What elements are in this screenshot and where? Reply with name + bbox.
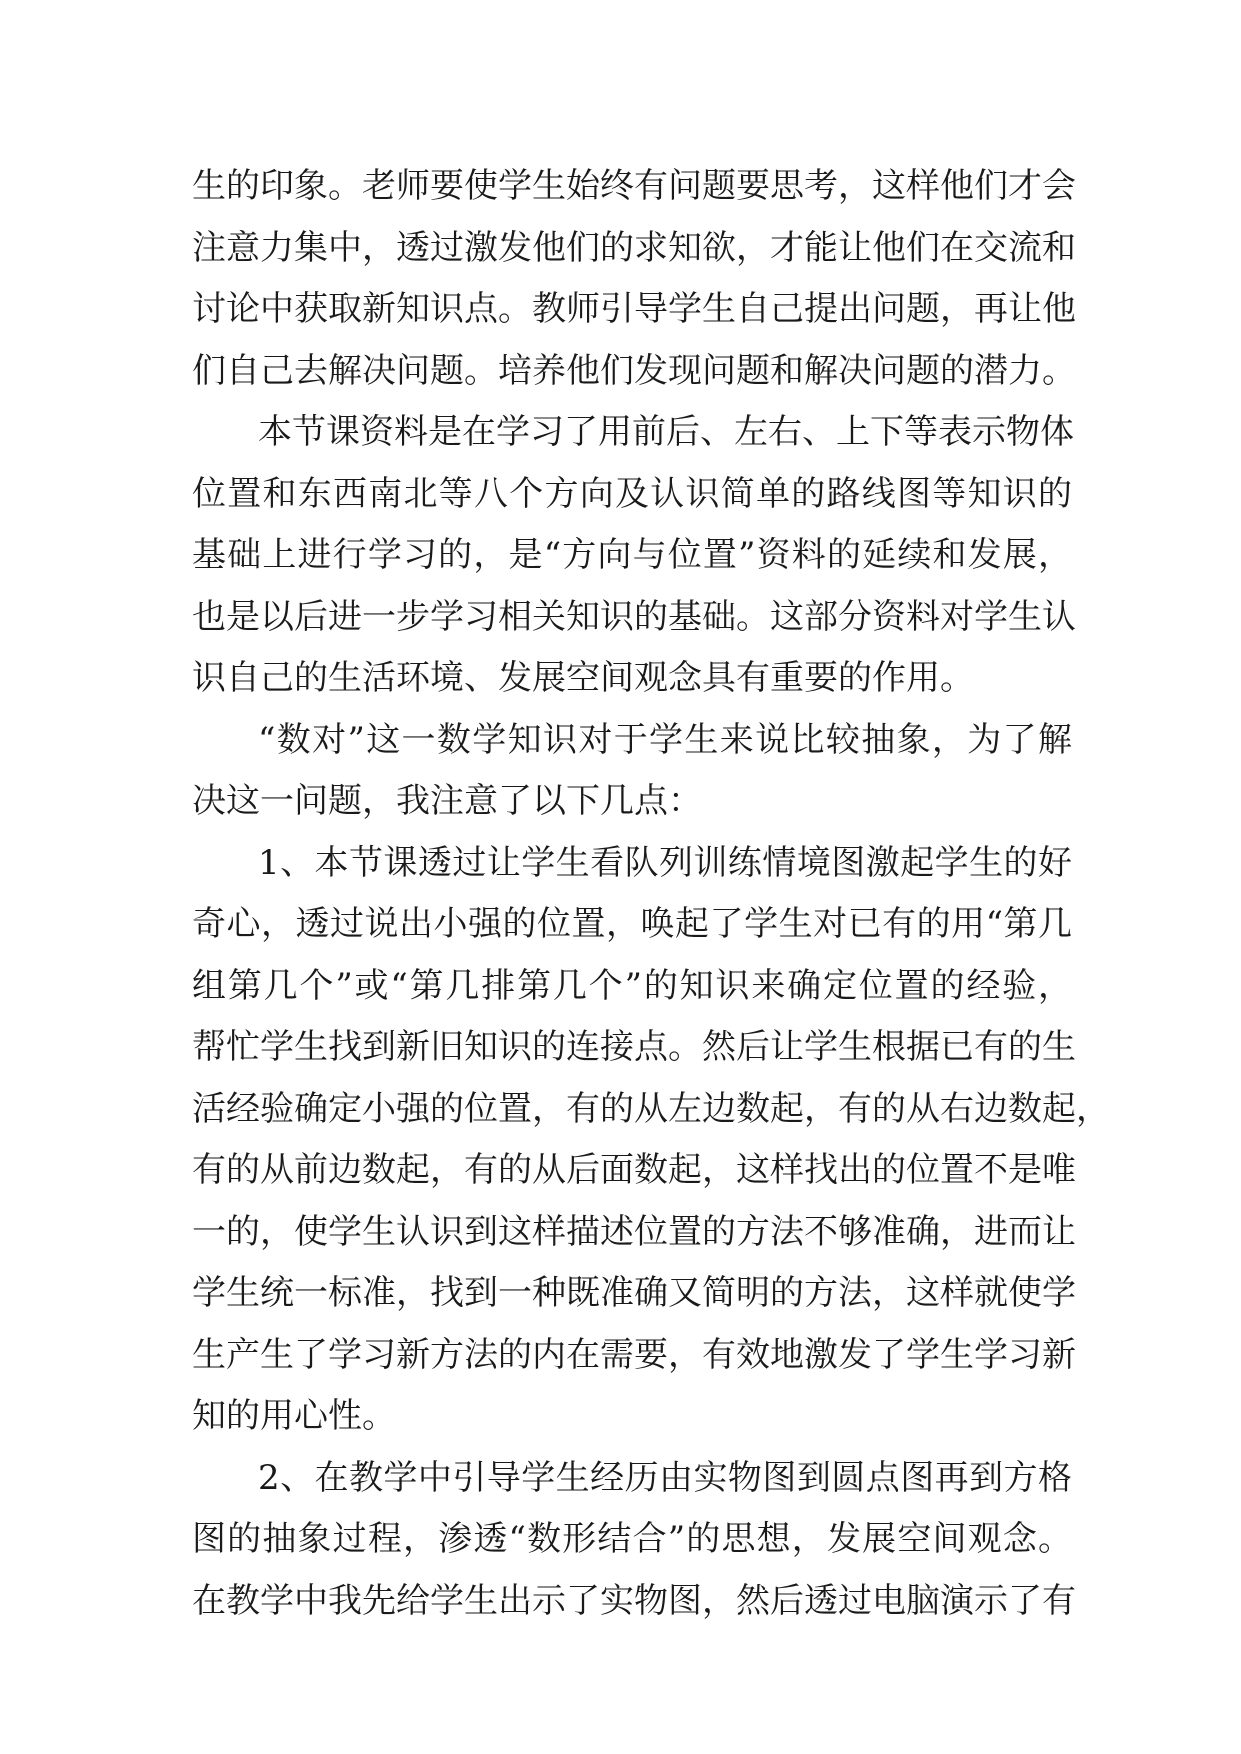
text-line: 1、本节课透过让学生看队列训练情境图激起学生的好: [258, 842, 1072, 883]
text-line: 注意力集中，透过激发他们的求知欲，才能让他们在交流和: [192, 227, 1076, 268]
text-line: 生产生了学习新方法的内在需要，有效地激发了学生学习新: [192, 1334, 1076, 1375]
text-line: 识自己的生活环境、发展空间观念具有重要的作用。: [192, 658, 974, 698]
text-line: 图的抽象过程，渗透“数形结合”的思想，发展空间观念。: [192, 1519, 1072, 1559]
text-line: 们自己去解决问题。培养他们发现问题和解决问题的潜力。: [192, 350, 1076, 391]
text-line: 有的从前边数起，有的从后面数起，这样找出的位置不是唯: [192, 1150, 1076, 1190]
text-line: 在教学中我先给学生出示了实物图，然后透过电脑演示了有: [192, 1580, 1076, 1621]
text-line: “数对”这一数学知识对于学生来说比较抽象，为了解: [258, 719, 1072, 760]
text-line: 也是以后进一步学习相关知识的基础。这部分资料对学生认: [192, 596, 1076, 637]
text-line: 组第几个”或“第几排第几个”的知识来确定位置的经验，: [192, 965, 1072, 1006]
text-line: 帮忙学生找到新旧知识的连接点。然后让学生根据已有的生: [192, 1027, 1076, 1067]
text-line: 学生统一标准，找到一种既准确又简明的方法，这样就使学: [192, 1273, 1076, 1313]
text-line: 一的，使学生认识到这样描述位置的方法不够准确，进而让: [192, 1211, 1076, 1252]
text-line: 基础上进行学习的，是“方向与位置”资料的延续和发展，: [192, 535, 1072, 575]
text-line: 讨论中获取新知识点。教师引导学生自己提出问题，再让他: [192, 289, 1076, 329]
text-line: 奇心，透过说出小强的位置，唤起了学生对已有的用“第几: [192, 904, 1072, 944]
body-text: [192, 156, 1110, 1632]
text-line: 生的印象。老师要使学生始终有问题要思考，这样他们才会: [192, 166, 1076, 206]
text-line: 2、在教学中引导学生经历由实物图到圆点图再到方格: [258, 1457, 1072, 1498]
text-line: 知的用心性。: [192, 1396, 396, 1436]
text-line: 本节课资料是在学习了用前后、左右、上下等表示物体: [258, 412, 1074, 452]
text-line: 决这一问题，我注意了以下几点：: [192, 781, 702, 821]
text-line: 活经验确定小强的位置，有的从左边数起，有的从右边数起，: [192, 1088, 1110, 1129]
text-line: 位置和东西南北等八个方向及认识简单的路线图等知识的: [192, 473, 1072, 514]
